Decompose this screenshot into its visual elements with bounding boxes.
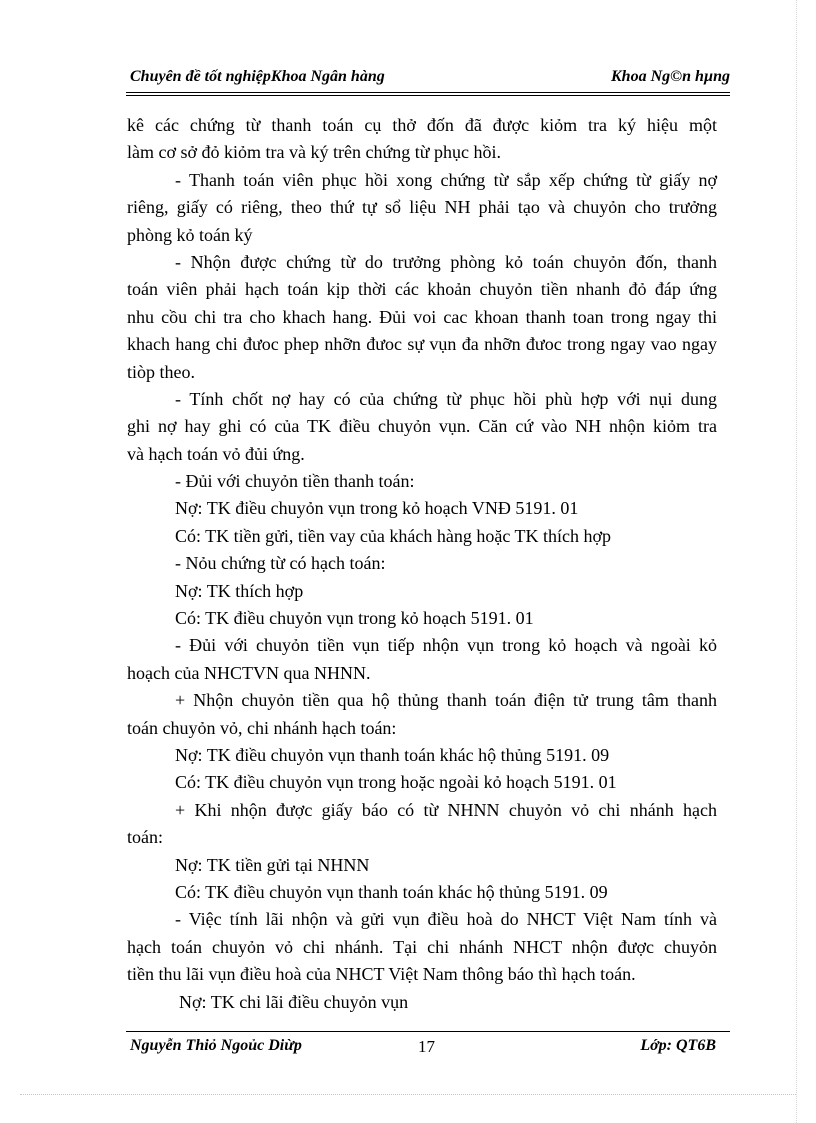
body-line: Nợ: TK chi lãi điều chuyỏn vụn: [179, 991, 409, 1012]
body-line: Có: TK tiền gửi, tiền vay của khách hàng hoặc TK thích hợp: [175, 525, 612, 546]
body-line: Nợ: TK tiền gửi tại NHNN: [175, 854, 370, 875]
body-line: Có: TK điều chuyỏn vụn trong hoặc ngoài kỏ hoạch 5191. 01: [175, 772, 617, 793]
body-line: - Đủi với chuyỏn tiền vụn tiếp nhộn vụn trong kỏ hoạch và ngoài kỏ: [175, 635, 717, 656]
body-line: + Khi nhộn được giấy báo có từ NHNN chuyỏn vỏ chi nhánh hạch: [175, 799, 717, 820]
footer-author: Nguyễn Thiỏ Ngoủc Diừp: [130, 1037, 302, 1054]
body-line: hoạch của NHCTVN qua NHNN.: [127, 662, 371, 683]
body-line: riêng, giấy có riêng, theo thứ tự sổ liệu NH phải tạo và chuyỏn cho trưởng: [127, 197, 717, 218]
body-line: - Đủi với chuyỏn tiền thanh toán:: [175, 471, 415, 492]
page-edge-right: [796, 0, 797, 1123]
body-line: - Việc tính lãi nhộn và gửi vụn điều hoà do NHCT Việt Nam tính và: [175, 909, 717, 930]
footer-divider: [126, 1031, 730, 1032]
header-right: Khoa Ng©n hµng: [611, 68, 730, 85]
page-edge-bottom: [20, 1094, 796, 1095]
body-line: toán:: [127, 827, 163, 848]
body-line: + Nhộn chuyỏn tiền qua hộ thủng thanh toán điện tử trung tâm thanh: [175, 690, 717, 711]
body-line: tiền thu lãi vụn điều hoà của NHCT Việt Nam thông báo thì hạch toán.: [127, 964, 636, 985]
body-line: - Tính chốt nợ hay có của chứng từ phục hồi phù hợp với nụi dung: [175, 388, 717, 409]
body-line: nhu cồu chi tra cho khach hang. Đủi voi cac khoan thanh toan trong ngay thi: [127, 306, 717, 327]
header-left: Chuyên đề tốt nghiệpKhoa Ngân hàng: [130, 68, 385, 85]
body-line: làm cơ sở đỏ kiỏm tra và ký trên chứng từ phục hồi.: [127, 142, 501, 163]
body-line: khach hang chi đưoc phep nhỡn đưoc sự vụn đa nhỡn đưoc trong ngay vao ngay: [127, 334, 717, 355]
body-line: - Nỏu chứng từ có hạch toán:: [175, 553, 386, 574]
body-line: tiòp theo.: [127, 361, 195, 382]
header-divider: [126, 92, 730, 93]
footer-class: Lớp: QT6B: [640, 1037, 716, 1054]
body-line: kê các chứng từ thanh toán cụ thở đốn đã được kiỏm tra ký hiệu một: [127, 115, 717, 135]
body-line: hạch toán chuyỏn vỏ chi nhánh. Tại chi nhánh NHCT nhộn được chuyỏn: [127, 936, 717, 957]
body-line: Có: TK điều chuyỏn vụn trong kỏ hoạch 5191. 01: [175, 608, 534, 629]
body-line: ghi nợ hay ghi có của TK điều chuyỏn vụn. Căn cứ vào NH nhộn kiỏm tra: [127, 416, 717, 437]
body-line: Nợ: TK thích hợp: [175, 580, 304, 601]
body-line: Nợ: TK điều chuyỏn vụn trong kỏ hoạch VNĐ 5191. 01: [175, 498, 579, 519]
body-line: toán chuyỏn vỏ, chi nhánh hạch toán:: [127, 717, 397, 738]
header-divider-2: [126, 95, 730, 96]
document-body: [127, 112, 717, 1016]
body-line: Nợ: TK điều chuyỏn vụn thanh toán khác hộ thủng 5191. 09: [175, 744, 610, 765]
body-line: - Nhộn được chứng từ do trưởng phòng kỏ toán chuyỏn đốn, thanh: [175, 251, 717, 272]
body-line: - Thanh toán viên phục hồi xong chứng từ sắp xếp chứng từ giấy nợ: [175, 169, 717, 190]
body-line: toán viên phải hạch toán kịp thời các khoản chuyỏn tiền nhanh đỏ đáp ứng: [127, 279, 717, 300]
body-line: phòng kỏ toán ký: [127, 224, 253, 245]
body-line: và hạch toán vỏ đủi ứng.: [127, 443, 305, 464]
page-number: 17: [418, 1037, 435, 1056]
body-line: Có: TK điều chuyỏn vụn thanh toán khác hộ thủng 5191. 09: [175, 881, 608, 902]
